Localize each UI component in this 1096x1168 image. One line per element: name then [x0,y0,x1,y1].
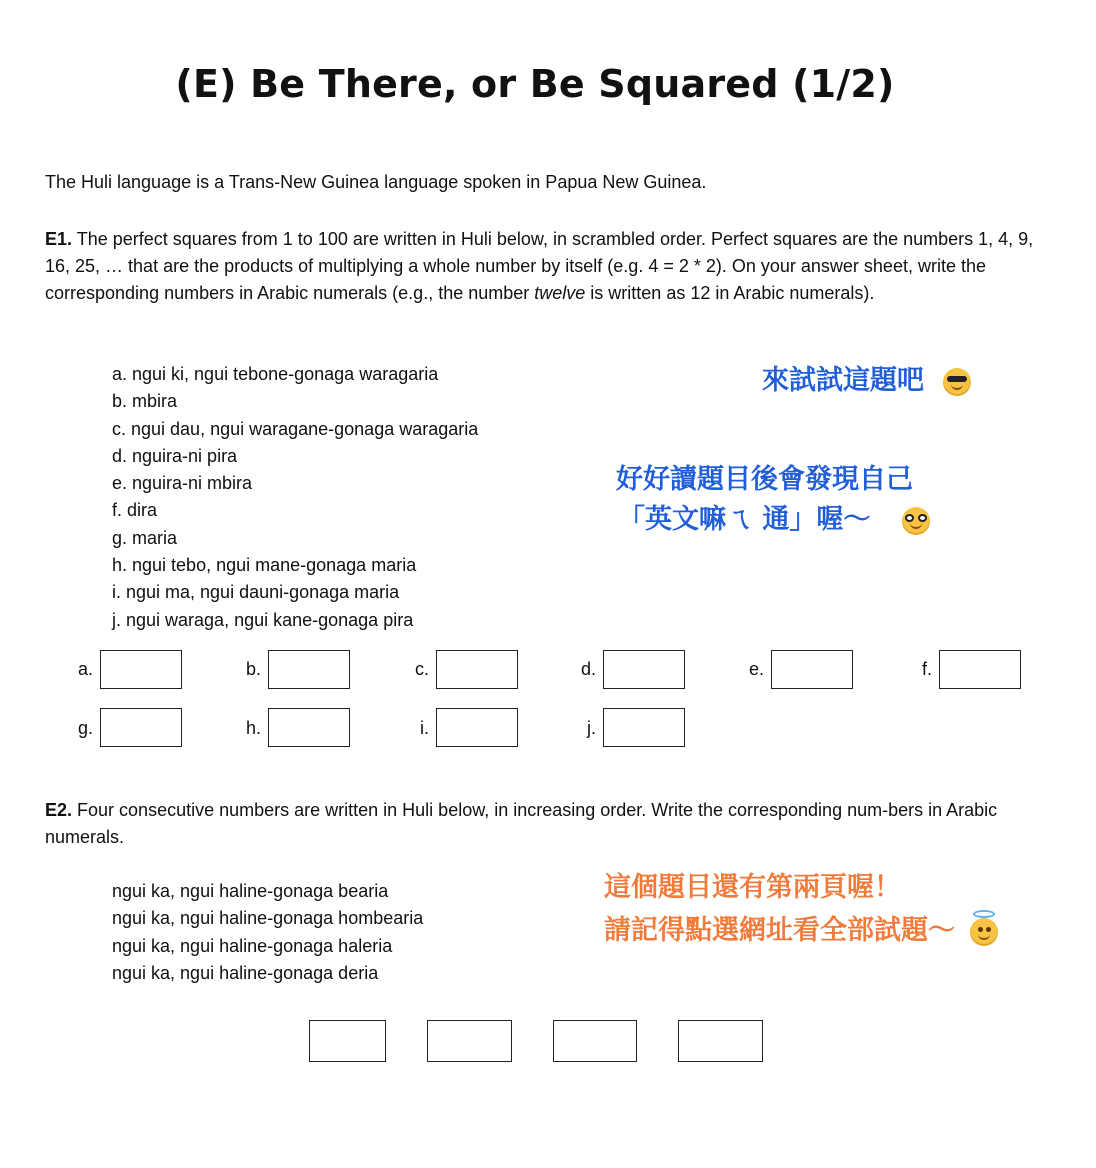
e1-label: E1. [45,229,73,249]
sunglasses-emoji-icon [943,368,971,396]
note-read-carefully [616,460,930,540]
list-item: j. ngui waraga, ngui kane-gonaga pira [112,609,414,630]
answer-box-d[interactable] [603,650,685,689]
e2-label: E2. [45,800,73,820]
list-item: ngui ka, ngui haline-gonaga haleria [112,935,393,956]
page-title: (E) Be There, or Be Squared (1/2) [175,62,895,106]
box-label-e: e. [748,659,764,679]
box-label-a: a. [77,659,93,679]
list-item: e. nguira-ni mbira [112,473,253,494]
list-item: b. mbira [112,391,178,412]
box-label-b: b. [245,659,261,679]
list-item: ngui ka, ngui haline-gonaga hombearia [112,908,424,929]
e2-answer-box-1[interactable] [309,1020,386,1062]
e2-instructions [45,797,1055,851]
box-label-j: j. [587,718,596,738]
note-page-two-line-2: 請記得點選網址看全部試題～ [604,915,955,946]
box-label-f: f. [921,659,932,679]
note-page-two [604,866,998,952]
e2-word-list [112,878,423,987]
list-item: c. ngui dau, ngui waragane-gonaga waragaria [112,418,479,439]
answer-box-g[interactable] [100,708,182,747]
nerd-emoji-icon [902,507,930,535]
box-label-c: c. [414,659,429,679]
e1-text-1: The perfect squares from 1 to 100 are written in Huli below, in scrambled order. Perfect squares are the numbers 1, 4, 9, 16, 25, … that are the products of multiplying a whole number by itself (e.g. 4 = 2 * 2). On your answer sheet, write the corresponding numbers in Arabic numerals (e.g., the number [45,229,1034,303]
e1-text-italic: twelve [534,283,586,303]
e1-instructions [45,226,1055,307]
intro-text: The Huli language is a Trans-New Guinea language spoken in Papua New Guinea. [45,172,707,192]
answer-box-f[interactable] [939,650,1021,689]
answer-box-e[interactable] [771,650,853,689]
answer-box-b[interactable] [268,650,350,689]
halo-emoji-icon [970,918,998,946]
answer-box-c[interactable] [436,650,518,689]
note-try-this-text: 來試試這題吧 [762,365,924,396]
answer-box-a[interactable] [100,650,182,689]
box-label-d: d. [580,659,596,679]
list-item: g. maria [112,527,178,548]
e1-text-2: is written as 12 in Arabic numerals). [585,283,875,303]
box-label-g: g. [77,718,93,738]
box-label-i: i. [420,718,429,738]
answer-box-h[interactable] [268,708,350,747]
list-item: a. ngui ki, ngui tebone-gonaga waragaria [112,364,439,384]
e2-answer-box-2[interactable] [427,1020,512,1062]
e2-answer-box-3[interactable] [553,1020,637,1062]
list-item: f. dira [112,500,158,521]
answer-box-j[interactable] [603,708,685,747]
list-item: ngui ka, ngui haline-gonaga bearia [112,881,389,901]
e1-word-list [112,361,478,634]
note-try-this [762,358,971,397]
list-item: ngui ka, ngui haline-gonaga deria [112,962,379,983]
note-page-two-line-1: 這個題目還有第兩頁喔！ [604,872,901,903]
e2-text: Four consecutive numbers are written in Huli below, in increasing order. Write the corresponding num-bers in Arabic numerals. [45,800,998,847]
note-read-line-2: 「英文嘛ㄟ 通」喔～ [618,504,871,535]
note-read-line-1: 好好讀題目後會發現自己 [616,464,913,495]
list-item: h. ngui tebo, ngui mane-gonaga maria [112,555,417,576]
list-item: d. nguira-ni pira [112,445,238,466]
answer-box-i[interactable] [436,708,518,747]
e2-answer-box-4[interactable] [678,1020,763,1062]
box-label-h: h. [245,718,261,738]
list-item: i. ngui ma, ngui dauni-gonaga maria [112,582,400,603]
